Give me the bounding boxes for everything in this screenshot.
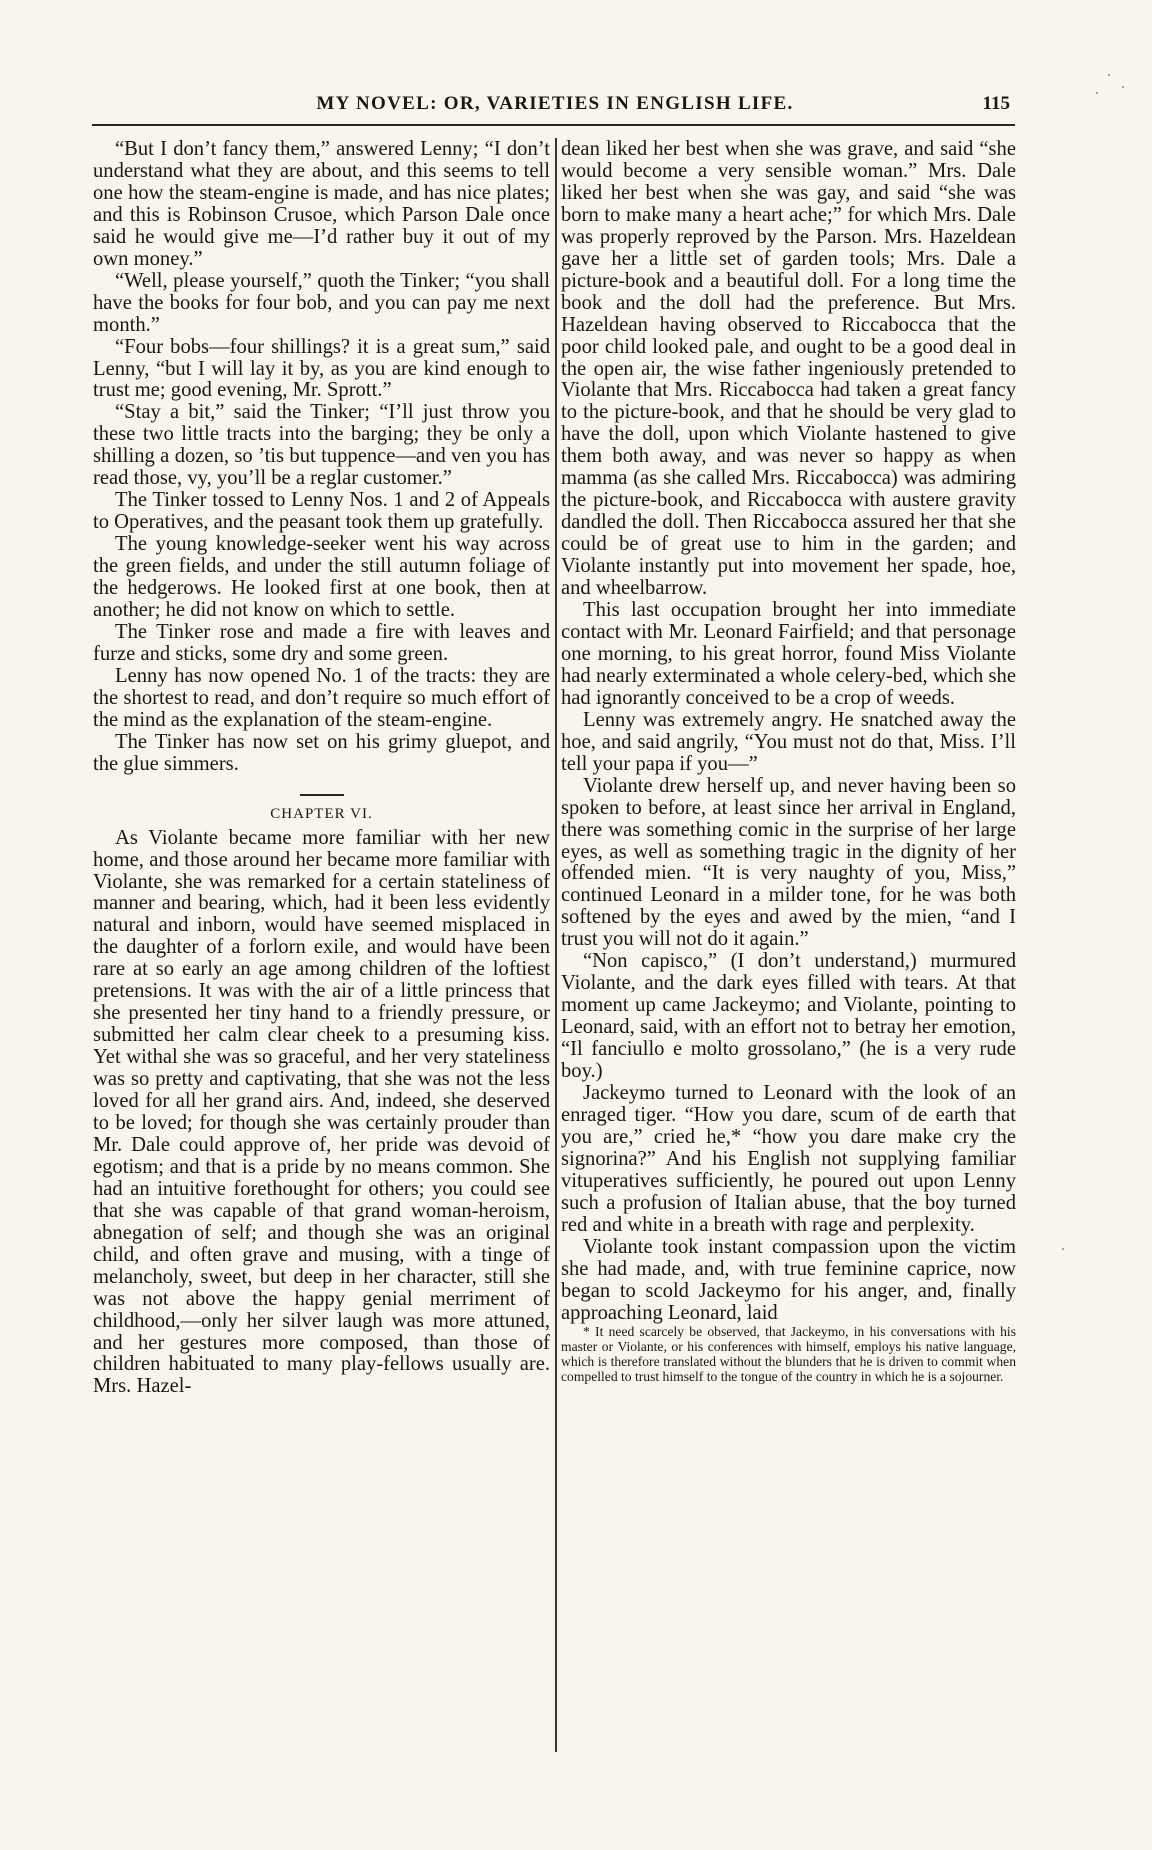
paragraph: “Four bobs—four shillings? it is a great sum,” said Lenny, “but I will lay it by, as you are kind enough to trust me; good evening, Mr. Sprott.” <box>93 335 550 402</box>
page-number: 115 <box>982 93 1010 114</box>
paragraph: Violante drew herself up, and never having been so spoken to before, at least since her arrival in England, there was something comic in the surprise of her large eyes, as well as something tragic in the dignity of her offended mien. “It is very naughty of you, Miss,” continued Leonard in a milder tone, for he was both softened by the eyes and awed by the mien, “and I trust you will not do it again.” <box>561 774 1016 951</box>
paragraph: Lenny was extremely angry. He snatched away the hoe, and said angrily, “You must not do that, Miss. I’ll tell your papa if you—” <box>561 708 1016 775</box>
running-header <box>96 93 1014 127</box>
paper-speck <box>1062 1248 1064 1250</box>
paragraph: Violante took instant compassion upon the victim she had made, and, with true feminine caprice, now began to scold Jackeymo for his anger, and, finally approaching Leonard, laid <box>561 1235 1016 1324</box>
header-rule <box>92 124 1015 126</box>
section-divider <box>300 794 344 796</box>
paragraph: Jackeymo turned to Leonard with the look of an enraged tiger. “How you dare, scum of de earth that you are,” cried he,* “how you dare make cry the signorina?” And his English not supplying familiar vituperatives sufficiently, he poured out upon Lenny such a profusion of Italian abuse, that the boy turned red and white in a breath with rage and perplexity. <box>561 1081 1016 1236</box>
column-divider <box>555 138 557 1752</box>
chapter-paragraph: As Violante became more familiar with her new home, and those around her became more familiar with Violante, she was remarked for a certain stateliness of manner and bearing, which, had it been less evidently natural and inborn, would have seemed misplaced in the daughter of a forlorn exile, and would have been rare at so early an age among children of the loftiest pretensions. It was with the air of a little princess that she presented her tiny hand to a friendly pressure, or submitted her calm clear cheek to a presuming kiss. Yet withal she was so graceful, and her very stateliness was so pretty and captivating, that she was not the less loved for all her grand airs. And, indeed, she deserved to be loved; for though she was certainly prouder than Mr. Dale could approve of, her pride was devoid of egotism; and that is a pride by no means common. She had an intuitive forethought for others; you could see that she was capable of that grand woman-heroism, abnegation of self; and though she was an original child, and often grave and musing, with a tinge of melancholy, sweet, but deep in her character, still she was not above the happy genial merriment of childhood,—only her silver laugh was more attuned, and her gestures more composed, than those of children habituated to many play-fellows usually are. Mrs. Hazel- <box>93 826 550 1398</box>
paragraph: The young knowledge-seeker went his way across the green fields, and under the still autumn foliage of the hedgerows. He looked first at one book, then at another; he did not know on which to settle. <box>93 533 550 622</box>
paper-speck <box>1108 74 1110 76</box>
paragraph: This last occupation brought her into immediate contact with Mr. Leonard Fairfield; and that personage one morning, to his great horror, found Miss Violante had nearly exterminated a whole celery-bed, which she had ignorantly conceived to be a crop of weeds. <box>561 599 1016 709</box>
paragraph: Lenny has now opened No. 1 of the tracts: they are the shortest to read, and don’t require so much effort of the mind as the explanation of the steam-engine. <box>93 664 550 731</box>
paragraph: The Tinker rose and made a fire with leaves and furze and sticks, some dry and some green. <box>93 620 550 665</box>
running-title: MY NOVEL: OR, VARIETIES IN ENGLISH LIFE. <box>316 93 794 114</box>
paper-speck <box>1096 92 1098 94</box>
paper-speck <box>1122 86 1124 88</box>
paragraph: The Tinker has now set on his grimy gluepot, and the glue simmers. <box>93 730 550 775</box>
left-column <box>93 139 550 1398</box>
paragraph: “But I don’t fancy them,” answered Lenny; “I don’t understand what they are about, and this seems to tell one how the steam-engine is made, and has nice plates; and this is Robinson Crusoe, which Parson Dale once said he would give me—I’d rather buy it out of my own money.” <box>93 138 550 270</box>
paragraph: dean liked her best when she was grave, and said “she would become a very sensible woman.” Mrs. Dale liked her best when she was gay, and said “she was born to make many a heart ache;” for which Mrs. Dale was properly reproved by the Parson. Mrs. Hazeldean gave her a little set of garden tools; Mrs. Dale a picture-book and a beautiful doll. For a long time the book and the doll had the preference. But Mrs. Hazeldean having observed to Riccabocca that the poor child looked pale, and ought to be a good deal in the open air, the wise father ingeniously pretended to Violante that Mrs. Riccabocca had taken a great fancy to the picture-book, and that he should be very glad to have the doll, upon which Violante hastened to give them both away, and was never so happy as when mamma (as she called Mrs. Riccabocca) was admiring the picture-book, and Riccabocca with austere gravity dandled the doll. Then Riccabocca assured her that she could be of great use to him in the garden; and Violante instantly put into movement her spade, hoe, and wheelbarrow. <box>561 138 1016 600</box>
paragraph: The Tinker tossed to Lenny Nos. 1 and 2 of Appeals to Operatives, and the peasant took them up gratefully. <box>93 489 550 534</box>
paragraph: “Well, please yourself,” quoth the Tinker; “you shall have the books for four bob, and you can pay me next month.” <box>93 269 550 336</box>
footnote: * It need scarcely be observed, that Jackeymo, in his conversations with his master or Violante, or his conferences with himself, employs his native language, which is therefore translated without the blunders that he is driven to commit when compelled to trust himself to the tongue of the country in which he is a sojourner. <box>561 1324 1016 1385</box>
right-column <box>561 139 1016 1384</box>
chapter-heading: CHAPTER VI. <box>270 805 373 822</box>
paragraph: “Stay a bit,” said the Tinker; “I’ll just throw you these two little tracts into the barging; they be only a shilling a dozen, so ’tis but tuppence—and ven you has read those, vy, you’ll be a reglar customer.” <box>93 401 550 490</box>
paragraph: “Non capisco,” (I don’t understand,) murmured Violante, and the dark eyes filled with tears. At that moment up came Jackeymo; and Violante, pointing to Leonard, said, with an effort not to betray her emotion, “Il fanciullo e molto grossolano,” (he is a very rude boy.) <box>561 950 1016 1083</box>
